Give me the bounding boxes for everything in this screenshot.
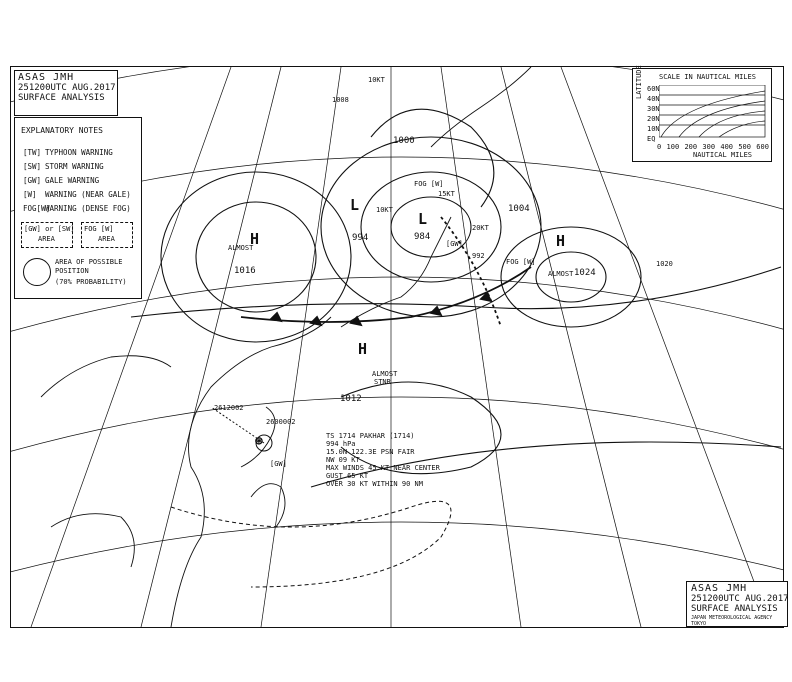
header-line1: ASAS JMH bbox=[18, 72, 75, 83]
ts-line6: GUST 65 KT bbox=[326, 472, 369, 480]
probability-circle-icon bbox=[23, 258, 51, 286]
note-code: [GW] bbox=[23, 176, 42, 185]
header-line2: 251200UTC AUG.2017 bbox=[18, 83, 116, 93]
low-north-value: 1000 bbox=[393, 136, 415, 146]
fog-area-code: FOG [W] bbox=[84, 225, 114, 233]
note-gale bbox=[23, 176, 99, 185]
footer-line3: SURFACE ANALYSIS bbox=[691, 604, 778, 614]
ts-line4: NW 09 KT bbox=[326, 456, 360, 464]
possible-line1: AREA OF POSSIBLE bbox=[55, 258, 123, 266]
low-b-value: 984 bbox=[414, 232, 431, 242]
x-tick: 400 bbox=[720, 143, 734, 151]
isobar-lines bbox=[131, 109, 781, 487]
note-text: WARNING (DENSE FOG) bbox=[45, 204, 131, 213]
gw-area-code: [GW] or [SW] bbox=[24, 225, 75, 233]
lat-tick: 20N bbox=[647, 115, 660, 123]
ts-track-label2: 2600002 bbox=[266, 418, 296, 426]
note-storm bbox=[23, 162, 104, 171]
front-lines bbox=[241, 217, 531, 327]
note-text: GALE WARNING bbox=[45, 176, 100, 185]
high-west-note: ALMOST bbox=[228, 244, 254, 252]
fog-area-label: AREA bbox=[98, 235, 115, 243]
low-center-a: L bbox=[350, 196, 360, 214]
typhoon-info bbox=[326, 432, 440, 488]
low-center-b: L bbox=[418, 210, 428, 228]
isobar-label-992: 992 bbox=[472, 252, 485, 260]
note-text: STORM WARNING bbox=[45, 162, 104, 171]
x-tick: 200 bbox=[684, 143, 698, 151]
possible-line2: POSITION bbox=[55, 267, 89, 275]
scale-box bbox=[632, 65, 772, 162]
x-tick: 0 bbox=[657, 143, 662, 151]
scale-x-label: NAUTICAL MILES bbox=[693, 151, 753, 159]
ts-track-label1: 2612002 bbox=[214, 404, 244, 412]
note-fog bbox=[23, 204, 131, 213]
note-near-gale bbox=[23, 190, 131, 199]
ts-line7: OVER 30 KT WITHIN 90 NM bbox=[326, 480, 423, 488]
lat-tick: 10N bbox=[647, 125, 660, 133]
ts-line2: 994 hPa bbox=[326, 440, 356, 448]
note-typhoon bbox=[23, 148, 113, 157]
warning-area-dashed bbox=[171, 501, 451, 587]
fog-warning-2: FOG [W] bbox=[506, 258, 536, 266]
note-code: FOG[W] bbox=[23, 204, 51, 213]
ts-warning: [GW] bbox=[270, 460, 287, 468]
fog-warning-1: FOG [W] bbox=[414, 180, 444, 188]
speed-label-10kt-b: 10KT bbox=[376, 206, 393, 214]
header-line3: SURFACE ANALYSIS bbox=[18, 93, 105, 103]
speed-label-10kt: 10KT bbox=[368, 76, 385, 84]
x-tick: 300 bbox=[702, 143, 716, 151]
speed-label-20kt: 20KT bbox=[472, 224, 489, 232]
gw-area-label: AREA bbox=[38, 235, 55, 243]
typhoon-symbol-icon: ⊛ bbox=[255, 434, 263, 449]
high-south-note2: STNR bbox=[374, 378, 391, 386]
speed-label-15kt: 15KT bbox=[438, 190, 455, 198]
notes-title: EXPLANATORY NOTES bbox=[21, 126, 103, 135]
x-tick: 600 bbox=[756, 143, 769, 151]
x-tick: 500 bbox=[738, 143, 751, 151]
lat-tick: 40N bbox=[647, 95, 660, 103]
high-center-west: H bbox=[250, 230, 260, 248]
footer-title-box bbox=[686, 581, 788, 627]
lat-tick: 60N bbox=[647, 85, 660, 93]
high-east-note: ALMOST bbox=[548, 270, 574, 278]
high-center-east: H bbox=[556, 232, 566, 250]
lat-tick: EQ bbox=[647, 135, 656, 143]
lat-tick: 30N bbox=[647, 105, 660, 113]
high-south-note1: ALMOST bbox=[372, 370, 398, 378]
note-code: [TW] bbox=[23, 148, 42, 157]
low-east-value: 1004 bbox=[508, 204, 530, 214]
scale-title: SCALE IN NAUTICAL MILES bbox=[659, 73, 756, 81]
high-east-value: 1024 bbox=[574, 268, 596, 278]
note-text: WARNING (NEAR GALE) bbox=[45, 190, 131, 199]
x-tick: 100 bbox=[666, 143, 680, 151]
gw-area-sample bbox=[21, 222, 73, 248]
scale-graph bbox=[659, 85, 767, 141]
isobar-label-1008: 1008 bbox=[332, 96, 349, 104]
footer-agency: JAPAN METEOROLOGICAL AGENCY TOKYO bbox=[691, 615, 773, 627]
low-a-value: 994 bbox=[352, 233, 369, 243]
isobar-label-1020: 1020 bbox=[656, 260, 673, 268]
note-text: TYPHOON WARNING bbox=[45, 148, 113, 157]
possible-line3: (70% PROBABILITY) bbox=[55, 278, 127, 286]
ts-line1: TS 1714 PAKHAR (1714) bbox=[326, 432, 415, 440]
note-code: [W] bbox=[23, 190, 37, 199]
note-code: [SW] bbox=[23, 162, 42, 171]
header-title-box bbox=[14, 70, 118, 116]
scale-x-ticks bbox=[657, 143, 769, 151]
high-west-value: 1016 bbox=[234, 266, 256, 276]
ts-line5: MAX WINDS 45 KT NEAR CENTER bbox=[326, 464, 440, 472]
footer-line1: ASAS JMH bbox=[691, 583, 748, 594]
high-south-value: 1012 bbox=[340, 394, 362, 404]
footer-line2: 251200UTC AUG.2017 bbox=[691, 594, 789, 604]
gale-warning-1: [GW] bbox=[446, 240, 463, 248]
fog-area-sample bbox=[81, 222, 133, 248]
ts-line3: 15.0N 122.3E PSN FAIR bbox=[326, 448, 415, 456]
explanatory-notes bbox=[14, 117, 142, 299]
high-center-south: H bbox=[358, 340, 368, 358]
scale-lat-label: LATITUDE bbox=[635, 65, 643, 99]
